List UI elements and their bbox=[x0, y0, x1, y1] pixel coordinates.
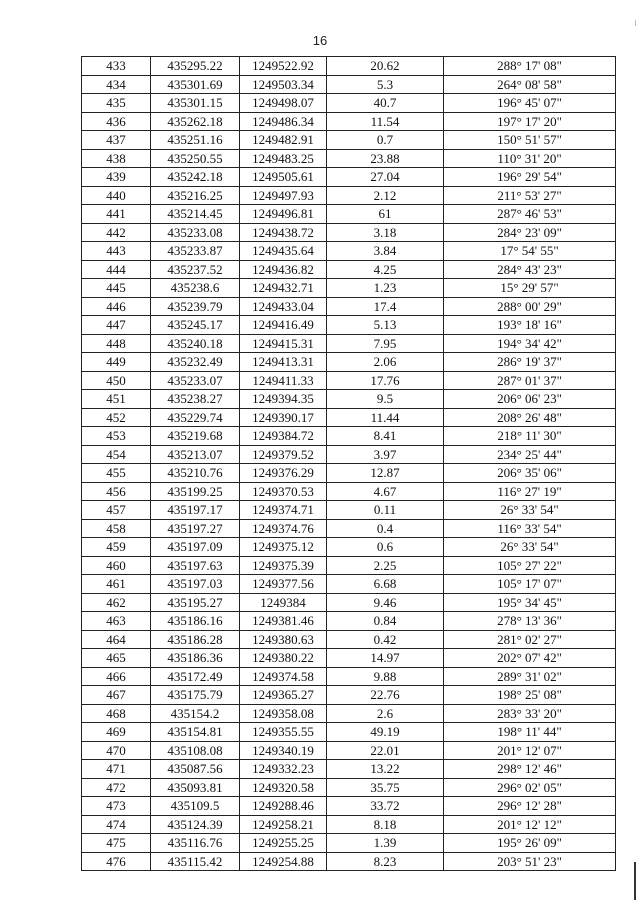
table-row bbox=[82, 334, 616, 353]
y-coordinate-cell: 1249436.82 bbox=[240, 260, 327, 279]
distance-cell: 33.72 bbox=[327, 797, 444, 816]
x-coordinate-cell: 435233.87 bbox=[151, 242, 240, 261]
bearing-cell: 284° 43' 23" bbox=[444, 260, 616, 279]
y-coordinate-cell: 1249381.46 bbox=[240, 612, 327, 631]
table-row bbox=[82, 279, 616, 298]
point-number-cell: 455 bbox=[82, 464, 151, 483]
distance-cell: 11.54 bbox=[327, 112, 444, 131]
x-coordinate-cell: 435197.03 bbox=[151, 575, 240, 594]
x-coordinate-cell: 435229.74 bbox=[151, 408, 240, 427]
x-coordinate-cell: 435116.76 bbox=[151, 834, 240, 853]
point-number-cell: 475 bbox=[82, 834, 151, 853]
distance-cell: 0.7 bbox=[327, 131, 444, 150]
table-row bbox=[82, 75, 616, 94]
bearing-cell: 281° 02' 27" bbox=[444, 630, 616, 649]
bearing-cell: 218° 11' 30" bbox=[444, 427, 616, 446]
table-row bbox=[82, 482, 616, 501]
y-coordinate-cell: 1249497.93 bbox=[240, 186, 327, 205]
point-number-cell: 434 bbox=[82, 75, 151, 94]
distance-cell: 14.97 bbox=[327, 649, 444, 668]
bearing-cell: 198° 11' 44" bbox=[444, 723, 616, 742]
point-number-cell: 449 bbox=[82, 353, 151, 372]
y-coordinate-cell: 1249258.21 bbox=[240, 815, 327, 834]
bearing-cell: 195° 26' 09" bbox=[444, 834, 616, 853]
distance-cell: 8.18 bbox=[327, 815, 444, 834]
distance-cell: 9.46 bbox=[327, 593, 444, 612]
point-number-cell: 433 bbox=[82, 57, 151, 76]
point-number-cell: 459 bbox=[82, 538, 151, 557]
table-row bbox=[82, 667, 616, 686]
table-row bbox=[82, 593, 616, 612]
bearing-cell: 283° 33' 20" bbox=[444, 704, 616, 723]
table-row bbox=[82, 149, 616, 168]
y-coordinate-cell: 1249370.53 bbox=[240, 482, 327, 501]
y-coordinate-cell: 1249486.34 bbox=[240, 112, 327, 131]
point-number-cell: 461 bbox=[82, 575, 151, 594]
table-row bbox=[82, 297, 616, 316]
table-row bbox=[82, 686, 616, 705]
bearing-cell: 234° 25' 44" bbox=[444, 445, 616, 464]
y-coordinate-cell: 1249365.27 bbox=[240, 686, 327, 705]
bearing-cell: 288° 17' 08" bbox=[444, 57, 616, 76]
bearing-cell: 116° 33' 54" bbox=[444, 519, 616, 538]
distance-cell: 3.84 bbox=[327, 242, 444, 261]
y-coordinate-cell: 1249483.25 bbox=[240, 149, 327, 168]
point-number-cell: 468 bbox=[82, 704, 151, 723]
table-row bbox=[82, 168, 616, 187]
point-number-cell: 452 bbox=[82, 408, 151, 427]
y-coordinate-cell: 1249438.72 bbox=[240, 223, 327, 242]
table-row bbox=[82, 131, 616, 150]
table-row bbox=[82, 612, 616, 631]
table-row bbox=[82, 205, 616, 224]
bearing-cell: 202° 07' 42" bbox=[444, 649, 616, 668]
table-row bbox=[82, 186, 616, 205]
table-row bbox=[82, 223, 616, 242]
bearing-cell: 105° 17' 07" bbox=[444, 575, 616, 594]
distance-cell: 2.25 bbox=[327, 556, 444, 575]
distance-cell: 23.88 bbox=[327, 149, 444, 168]
bearing-cell: 110° 31' 20" bbox=[444, 149, 616, 168]
x-coordinate-cell: 435219.68 bbox=[151, 427, 240, 446]
y-coordinate-cell: 1249375.39 bbox=[240, 556, 327, 575]
x-coordinate-cell: 435213.07 bbox=[151, 445, 240, 464]
x-coordinate-cell: 435233.07 bbox=[151, 371, 240, 390]
point-number-cell: 471 bbox=[82, 760, 151, 779]
point-number-cell: 442 bbox=[82, 223, 151, 242]
y-coordinate-cell: 1249482.91 bbox=[240, 131, 327, 150]
table-row bbox=[82, 797, 616, 816]
distance-cell: 12.87 bbox=[327, 464, 444, 483]
distance-cell: 7.95 bbox=[327, 334, 444, 353]
table-row bbox=[82, 94, 616, 113]
x-coordinate-cell: 435197.09 bbox=[151, 538, 240, 557]
distance-cell: 0.11 bbox=[327, 501, 444, 520]
y-coordinate-cell: 1249374.58 bbox=[240, 667, 327, 686]
point-number-cell: 463 bbox=[82, 612, 151, 631]
x-coordinate-cell: 435197.63 bbox=[151, 556, 240, 575]
x-coordinate-cell: 435175.79 bbox=[151, 686, 240, 705]
coordinates-table bbox=[81, 56, 616, 871]
distance-cell: 22.01 bbox=[327, 741, 444, 760]
point-number-cell: 437 bbox=[82, 131, 151, 150]
distance-cell: 9.88 bbox=[327, 667, 444, 686]
x-coordinate-cell: 435109.5 bbox=[151, 797, 240, 816]
x-coordinate-cell: 435237.52 bbox=[151, 260, 240, 279]
point-number-cell: 464 bbox=[82, 630, 151, 649]
bearing-cell: 264° 08' 58" bbox=[444, 75, 616, 94]
x-coordinate-cell: 435233.08 bbox=[151, 223, 240, 242]
x-coordinate-cell: 435172.49 bbox=[151, 667, 240, 686]
table-row bbox=[82, 408, 616, 427]
y-coordinate-cell: 1249415.31 bbox=[240, 334, 327, 353]
table-row bbox=[82, 834, 616, 853]
bearing-cell: 288° 00' 29" bbox=[444, 297, 616, 316]
bearing-cell: 26° 33' 54" bbox=[444, 501, 616, 520]
distance-cell: 4.25 bbox=[327, 260, 444, 279]
table-row bbox=[82, 630, 616, 649]
distance-cell: 35.75 bbox=[327, 778, 444, 797]
scan-edge-mark-top bbox=[635, 20, 636, 26]
x-coordinate-cell: 435154.81 bbox=[151, 723, 240, 742]
x-coordinate-cell: 435124.39 bbox=[151, 815, 240, 834]
table-row bbox=[82, 316, 616, 335]
x-coordinate-cell: 435216.25 bbox=[151, 186, 240, 205]
table-row bbox=[82, 371, 616, 390]
x-coordinate-cell: 435262.18 bbox=[151, 112, 240, 131]
bearing-cell: 296° 02' 05" bbox=[444, 778, 616, 797]
distance-cell: 5.3 bbox=[327, 75, 444, 94]
y-coordinate-cell: 1249374.71 bbox=[240, 501, 327, 520]
distance-cell: 3.97 bbox=[327, 445, 444, 464]
distance-cell: 0.42 bbox=[327, 630, 444, 649]
point-number-cell: 460 bbox=[82, 556, 151, 575]
bearing-cell: 206° 06' 23" bbox=[444, 390, 616, 409]
x-coordinate-cell: 435232.49 bbox=[151, 353, 240, 372]
x-coordinate-cell: 435242.18 bbox=[151, 168, 240, 187]
y-coordinate-cell: 1249358.08 bbox=[240, 704, 327, 723]
distance-cell: 1.39 bbox=[327, 834, 444, 853]
distance-cell: 1.23 bbox=[327, 279, 444, 298]
y-coordinate-cell: 1249380.22 bbox=[240, 649, 327, 668]
distance-cell: 8.41 bbox=[327, 427, 444, 446]
point-number-cell: 446 bbox=[82, 297, 151, 316]
bearing-cell: 196° 29' 54" bbox=[444, 168, 616, 187]
table-row bbox=[82, 815, 616, 834]
x-coordinate-cell: 435301.69 bbox=[151, 75, 240, 94]
point-number-cell: 445 bbox=[82, 279, 151, 298]
bearing-cell: 203° 51' 23" bbox=[444, 852, 616, 871]
table-row bbox=[82, 741, 616, 760]
distance-cell: 0.6 bbox=[327, 538, 444, 557]
distance-cell: 2.12 bbox=[327, 186, 444, 205]
x-coordinate-cell: 435295.22 bbox=[151, 57, 240, 76]
point-number-cell: 439 bbox=[82, 168, 151, 187]
point-number-cell: 476 bbox=[82, 852, 151, 871]
table-row bbox=[82, 519, 616, 538]
bearing-cell: 208° 26' 48" bbox=[444, 408, 616, 427]
x-coordinate-cell: 435195.27 bbox=[151, 593, 240, 612]
x-coordinate-cell: 435186.16 bbox=[151, 612, 240, 631]
point-number-cell: 441 bbox=[82, 205, 151, 224]
x-coordinate-cell: 435239.79 bbox=[151, 297, 240, 316]
table-row bbox=[82, 778, 616, 797]
table-row bbox=[82, 538, 616, 557]
table-row bbox=[82, 445, 616, 464]
y-coordinate-cell: 1249498.07 bbox=[240, 94, 327, 113]
table-row bbox=[82, 390, 616, 409]
x-coordinate-cell: 435087.56 bbox=[151, 760, 240, 779]
point-number-cell: 444 bbox=[82, 260, 151, 279]
x-coordinate-cell: 435186.28 bbox=[151, 630, 240, 649]
y-coordinate-cell: 1249288.46 bbox=[240, 797, 327, 816]
distance-cell: 8.23 bbox=[327, 852, 444, 871]
page-number: 16 bbox=[312, 33, 328, 48]
point-number-cell: 474 bbox=[82, 815, 151, 834]
distance-cell: 27.04 bbox=[327, 168, 444, 187]
y-coordinate-cell: 1249503.34 bbox=[240, 75, 327, 94]
distance-cell: 0.4 bbox=[327, 519, 444, 538]
point-number-cell: 462 bbox=[82, 593, 151, 612]
table-row bbox=[82, 501, 616, 520]
y-coordinate-cell: 1249435.64 bbox=[240, 242, 327, 261]
distance-cell: 20.62 bbox=[327, 57, 444, 76]
table-row bbox=[82, 57, 616, 76]
y-coordinate-cell: 1249505.61 bbox=[240, 168, 327, 187]
y-coordinate-cell: 1249340.19 bbox=[240, 741, 327, 760]
distance-cell: 61 bbox=[327, 205, 444, 224]
bearing-cell: 287° 46' 53" bbox=[444, 205, 616, 224]
x-coordinate-cell: 435238.27 bbox=[151, 390, 240, 409]
y-coordinate-cell: 1249374.76 bbox=[240, 519, 327, 538]
bearing-cell: 195° 34' 45" bbox=[444, 593, 616, 612]
distance-cell: 6.68 bbox=[327, 575, 444, 594]
distance-cell: 17.4 bbox=[327, 297, 444, 316]
bearing-cell: 201° 12' 07" bbox=[444, 741, 616, 760]
point-number-cell: 472 bbox=[82, 778, 151, 797]
coordinates-table-body bbox=[82, 57, 616, 871]
y-coordinate-cell: 1249376.29 bbox=[240, 464, 327, 483]
x-coordinate-cell: 435238.6 bbox=[151, 279, 240, 298]
distance-cell: 9.5 bbox=[327, 390, 444, 409]
bearing-cell: 105° 27' 22" bbox=[444, 556, 616, 575]
point-number-cell: 440 bbox=[82, 186, 151, 205]
point-number-cell: 436 bbox=[82, 112, 151, 131]
point-number-cell: 448 bbox=[82, 334, 151, 353]
bearing-cell: 206° 35' 06" bbox=[444, 464, 616, 483]
point-number-cell: 465 bbox=[82, 649, 151, 668]
y-coordinate-cell: 1249355.55 bbox=[240, 723, 327, 742]
point-number-cell: 451 bbox=[82, 390, 151, 409]
bearing-cell: 150° 51' 57" bbox=[444, 131, 616, 150]
x-coordinate-cell: 435301.15 bbox=[151, 94, 240, 113]
y-coordinate-cell: 1249384 bbox=[240, 593, 327, 612]
table-row bbox=[82, 760, 616, 779]
x-coordinate-cell: 435108.08 bbox=[151, 741, 240, 760]
point-number-cell: 457 bbox=[82, 501, 151, 520]
bearing-cell: 296° 12' 28" bbox=[444, 797, 616, 816]
x-coordinate-cell: 435154.2 bbox=[151, 704, 240, 723]
y-coordinate-cell: 1249411.33 bbox=[240, 371, 327, 390]
bearing-cell: 286° 19' 37" bbox=[444, 353, 616, 372]
bearing-cell: 289° 31' 02" bbox=[444, 667, 616, 686]
table-row bbox=[82, 260, 616, 279]
table-row bbox=[82, 723, 616, 742]
table-row bbox=[82, 704, 616, 723]
point-number-cell: 450 bbox=[82, 371, 151, 390]
y-coordinate-cell: 1249416.49 bbox=[240, 316, 327, 335]
point-number-cell: 466 bbox=[82, 667, 151, 686]
y-coordinate-cell: 1249380.63 bbox=[240, 630, 327, 649]
x-coordinate-cell: 435240.18 bbox=[151, 334, 240, 353]
point-number-cell: 435 bbox=[82, 94, 151, 113]
bearing-cell: 201° 12' 12" bbox=[444, 815, 616, 834]
point-number-cell: 467 bbox=[82, 686, 151, 705]
table-row bbox=[82, 112, 616, 131]
table-row bbox=[82, 649, 616, 668]
x-coordinate-cell: 435199.25 bbox=[151, 482, 240, 501]
table-row bbox=[82, 242, 616, 261]
table-row bbox=[82, 353, 616, 372]
table-row bbox=[82, 427, 616, 446]
point-number-cell: 454 bbox=[82, 445, 151, 464]
y-coordinate-cell: 1249254.88 bbox=[240, 852, 327, 871]
x-coordinate-cell: 435197.27 bbox=[151, 519, 240, 538]
y-coordinate-cell: 1249320.58 bbox=[240, 778, 327, 797]
y-coordinate-cell: 1249390.17 bbox=[240, 408, 327, 427]
distance-cell: 22.76 bbox=[327, 686, 444, 705]
distance-cell: 5.13 bbox=[327, 316, 444, 335]
point-number-cell: 438 bbox=[82, 149, 151, 168]
distance-cell: 0.84 bbox=[327, 612, 444, 631]
point-number-cell: 443 bbox=[82, 242, 151, 261]
bearing-cell: 211° 53' 27" bbox=[444, 186, 616, 205]
y-coordinate-cell: 1249377.56 bbox=[240, 575, 327, 594]
x-coordinate-cell: 435210.76 bbox=[151, 464, 240, 483]
table-row bbox=[82, 556, 616, 575]
bearing-cell: 26° 33' 54" bbox=[444, 538, 616, 557]
point-number-cell: 453 bbox=[82, 427, 151, 446]
distance-cell: 11.44 bbox=[327, 408, 444, 427]
y-coordinate-cell: 1249255.25 bbox=[240, 834, 327, 853]
point-number-cell: 470 bbox=[82, 741, 151, 760]
bearing-cell: 198° 25' 08" bbox=[444, 686, 616, 705]
point-number-cell: 458 bbox=[82, 519, 151, 538]
bearing-cell: 15° 29' 57" bbox=[444, 279, 616, 298]
bearing-cell: 298° 12' 46" bbox=[444, 760, 616, 779]
x-coordinate-cell: 435197.17 bbox=[151, 501, 240, 520]
bearing-cell: 116° 27' 19" bbox=[444, 482, 616, 501]
distance-cell: 2.06 bbox=[327, 353, 444, 372]
x-coordinate-cell: 435214.45 bbox=[151, 205, 240, 224]
y-coordinate-cell: 1249379.52 bbox=[240, 445, 327, 464]
scan-edge-mark-bottom bbox=[634, 862, 636, 900]
x-coordinate-cell: 435251.16 bbox=[151, 131, 240, 150]
bearing-cell: 287° 01' 37" bbox=[444, 371, 616, 390]
table-row bbox=[82, 575, 616, 594]
bearing-cell: 17° 54' 55" bbox=[444, 242, 616, 261]
x-coordinate-cell: 435186.36 bbox=[151, 649, 240, 668]
y-coordinate-cell: 1249332.23 bbox=[240, 760, 327, 779]
y-coordinate-cell: 1249496.81 bbox=[240, 205, 327, 224]
distance-cell: 4.67 bbox=[327, 482, 444, 501]
distance-cell: 49.19 bbox=[327, 723, 444, 742]
bearing-cell: 196° 45' 07" bbox=[444, 94, 616, 113]
distance-cell: 40.7 bbox=[327, 94, 444, 113]
bearing-cell: 193° 18' 16" bbox=[444, 316, 616, 335]
table-row bbox=[82, 852, 616, 871]
bearing-cell: 194° 34' 42" bbox=[444, 334, 616, 353]
distance-cell: 17.76 bbox=[327, 371, 444, 390]
x-coordinate-cell: 435250.55 bbox=[151, 149, 240, 168]
x-coordinate-cell: 435115.42 bbox=[151, 852, 240, 871]
y-coordinate-cell: 1249413.31 bbox=[240, 353, 327, 372]
bearing-cell: 278° 13' 36" bbox=[444, 612, 616, 631]
y-coordinate-cell: 1249522.92 bbox=[240, 57, 327, 76]
distance-cell: 3.18 bbox=[327, 223, 444, 242]
table-row bbox=[82, 464, 616, 483]
y-coordinate-cell: 1249432.71 bbox=[240, 279, 327, 298]
distance-cell: 2.6 bbox=[327, 704, 444, 723]
distance-cell: 13.22 bbox=[327, 760, 444, 779]
bearing-cell: 284° 23' 09" bbox=[444, 223, 616, 242]
point-number-cell: 469 bbox=[82, 723, 151, 742]
y-coordinate-cell: 1249375.12 bbox=[240, 538, 327, 557]
y-coordinate-cell: 1249433.04 bbox=[240, 297, 327, 316]
point-number-cell: 473 bbox=[82, 797, 151, 816]
x-coordinate-cell: 435245.17 bbox=[151, 316, 240, 335]
y-coordinate-cell: 1249384.72 bbox=[240, 427, 327, 446]
bearing-cell: 197° 17' 20" bbox=[444, 112, 616, 131]
y-coordinate-cell: 1249394.35 bbox=[240, 390, 327, 409]
point-number-cell: 447 bbox=[82, 316, 151, 335]
x-coordinate-cell: 435093.81 bbox=[151, 778, 240, 797]
point-number-cell: 456 bbox=[82, 482, 151, 501]
